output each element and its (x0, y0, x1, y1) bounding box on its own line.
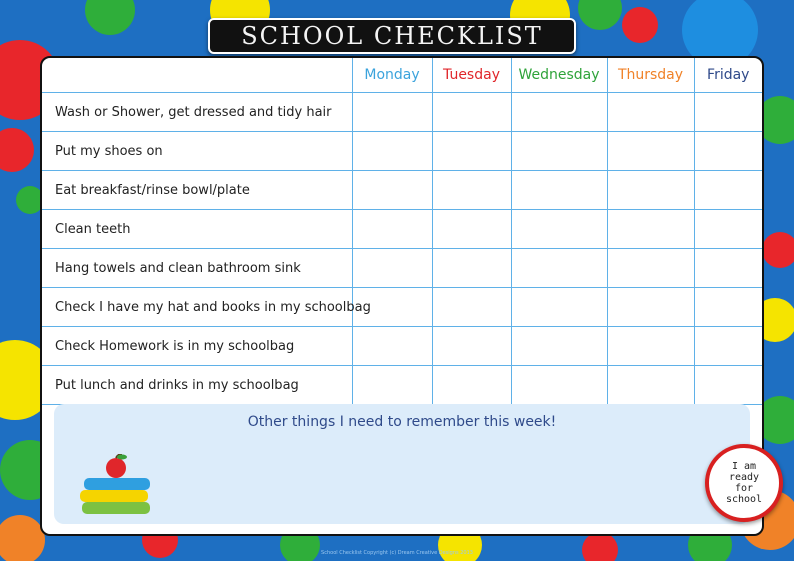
check-cell[interactable] (511, 93, 607, 132)
check-cell[interactable] (352, 171, 432, 210)
apple-books-icon (78, 454, 150, 516)
check-cell[interactable] (511, 249, 607, 288)
check-cell[interactable] (352, 93, 432, 132)
task-row (42, 249, 762, 288)
task-row (42, 210, 762, 249)
check-cell[interactable] (694, 93, 762, 132)
check-cell[interactable] (432, 288, 511, 327)
task-label: Eat breakfast/rinse bowl/plate (42, 171, 352, 210)
check-cell[interactable] (511, 327, 607, 366)
check-cell[interactable] (432, 366, 511, 405)
day-header: Tuesday (432, 58, 511, 93)
notes-area[interactable] (54, 404, 750, 524)
task-label: Put lunch and drinks in my schoolbag (42, 366, 352, 405)
check-cell[interactable] (432, 210, 511, 249)
check-cell[interactable] (511, 171, 607, 210)
check-cell[interactable] (432, 171, 511, 210)
check-cell[interactable] (352, 210, 432, 249)
check-cell[interactable] (607, 327, 694, 366)
badge-text: I am ready for school (725, 461, 763, 505)
check-cell[interactable] (694, 288, 762, 327)
check-cell[interactable] (432, 327, 511, 366)
task-row (42, 288, 762, 327)
check-cell[interactable] (607, 366, 694, 405)
task-row (42, 366, 762, 405)
task-label: Clean teeth (42, 210, 352, 249)
day-header: Thursday (607, 58, 694, 93)
task-row (42, 132, 762, 171)
day-header: Monday (352, 58, 432, 93)
check-cell[interactable] (607, 93, 694, 132)
task-column-header (42, 58, 352, 93)
task-label: Wash or Shower, get dressed and tidy hair (42, 93, 352, 132)
task-row (42, 327, 762, 366)
checklist-sheet (40, 56, 764, 536)
checklist-table (42, 58, 762, 405)
check-cell[interactable] (694, 249, 762, 288)
task-row (42, 93, 762, 132)
task-row (42, 171, 762, 210)
check-cell[interactable] (607, 132, 694, 171)
check-cell[interactable] (607, 171, 694, 210)
check-cell[interactable] (694, 327, 762, 366)
check-cell[interactable] (511, 366, 607, 405)
day-header: Wednesday (511, 58, 607, 93)
check-cell[interactable] (607, 210, 694, 249)
task-label: Hang towels and clean bathroom sink (42, 249, 352, 288)
notes-title: Other things I need to remember this week! (247, 414, 557, 430)
copyright-footer: School Checklist Copyright (c) Dream Creative Designs 2013 (321, 550, 473, 556)
check-cell[interactable] (352, 132, 432, 171)
task-label: Check I have my hat and books in my schoolbag (42, 288, 352, 327)
task-label: Put my shoes on (42, 132, 352, 171)
check-cell[interactable] (511, 210, 607, 249)
header-row (42, 58, 762, 93)
ready-for-school-badge (705, 444, 783, 522)
check-cell[interactable] (511, 132, 607, 171)
task-label: Check Homework is in my schoolbag (42, 327, 352, 366)
check-cell[interactable] (352, 249, 432, 288)
check-cell[interactable] (694, 171, 762, 210)
check-cell[interactable] (511, 288, 607, 327)
day-header: Friday (694, 58, 762, 93)
title-banner (208, 18, 576, 54)
check-cell[interactable] (352, 327, 432, 366)
page-title: SCHOOL CHECKLIST (241, 22, 543, 50)
check-cell[interactable] (432, 132, 511, 171)
check-cell[interactable] (432, 93, 511, 132)
check-cell[interactable] (694, 210, 762, 249)
check-cell[interactable] (607, 288, 694, 327)
check-cell[interactable] (607, 249, 694, 288)
check-cell[interactable] (352, 366, 432, 405)
check-cell[interactable] (432, 249, 511, 288)
check-cell[interactable] (694, 366, 762, 405)
check-cell[interactable] (694, 132, 762, 171)
